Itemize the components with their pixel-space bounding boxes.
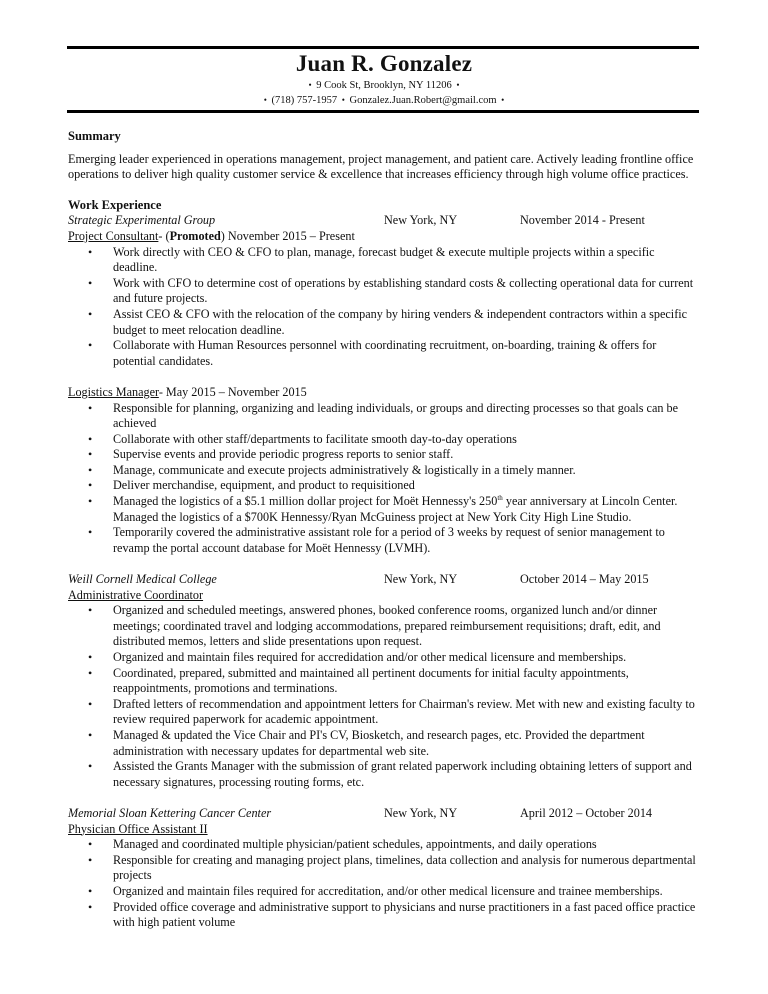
address: 9 Cook St, Brooklyn, NY 11206 — [316, 80, 452, 91]
role-line — [68, 588, 700, 604]
bullet-list — [68, 401, 700, 557]
bullet-text: Assisted the Grants Manager with the submission of grant related paperwork including obtaining letters of support and necessary signatures, processing routing forms, etc. — [113, 759, 692, 789]
bullet-text: Temporarily covered the administrative assistant role for a period of 3 weeks by request of senior management to revamp the portal account database for Moët Hennessy (LVMH). — [113, 525, 665, 555]
bullet-text: Organized and maintain files required for accredidation and/or other medical licensure and memberships. — [113, 650, 627, 664]
job-location: New York, NY — [384, 805, 458, 820]
bullet-text: Supervise events and provide periodic progress reports to senior staff. — [113, 447, 454, 462]
employer: Weill Cornell Medical College — [68, 572, 217, 587]
header-bottom-rule — [67, 110, 699, 113]
bullet-text: Work directly with CEO & CFO to plan, manage, forecast budget & execute multiple projects within a specific deadline. — [113, 244, 655, 275]
bullet-text: Organized and scheduled meetings, answered phones, booked conference rooms, organized lunch and/or dinner meetings; coordinated travel and lodging accommodations, prepared reimbursement requisitions; draft, edit, and distributed memos, letters and slide presentations upon request. — [113, 603, 661, 649]
header-top-rule — [67, 46, 699, 49]
role-title: Logistics Manager — [68, 384, 159, 399]
bullet-separator: • — [263, 95, 267, 105]
bullet-text: Collaborate with other staff/departments to facilitate smooth day-to-day operations — [113, 431, 517, 446]
bullet-mark: • — [88, 494, 93, 509]
role-title: Physician Office Assistant II — [68, 821, 208, 836]
bullet-mark: • — [88, 338, 93, 353]
bullet-separator: • — [456, 80, 460, 90]
work-experience-heading: Work Experience — [68, 197, 162, 212]
ordinal-suffix: th — [497, 494, 503, 502]
bullet-text: Coordinated, prepared, submitted and maintained all pertinent documents for initial faculty appointments, reappointments, promotions and terminations. — [113, 665, 629, 696]
list-item — [68, 478, 700, 494]
bullet-text: Deliver merchandise, equipment, and product to requisitioned — [113, 478, 415, 493]
bullet-mark: • — [88, 899, 93, 914]
bullet-text: Drafted letters of recommendation and appointment letters for Chairman's review. Met with new and existing faculty to review required paperwork for academic appointment. — [113, 696, 695, 727]
bullet-text: Organized and maintain files required for accreditation, and/or other medical licensure and trainee memberships. — [113, 883, 663, 898]
list-item — [68, 494, 700, 525]
role-line — [68, 385, 700, 401]
summary-heading: Summary — [68, 129, 121, 143]
contact-phone-email-line — [0, 95, 768, 106]
bullet-text: Responsible for planning, organizing and leading individuals, or groups and directing processes so that goals can be achieved — [113, 400, 679, 431]
bullet-mark: • — [88, 603, 93, 618]
employer: Strategic Experimental Group — [68, 213, 216, 228]
list-item — [68, 884, 700, 900]
bullet-text: Assist CEO & CFO with the relocation of the company by hiring venders & independent contractors within a specific budget to meet relocation deadline. — [113, 306, 688, 337]
bullet-list — [68, 603, 700, 790]
bullet-mark: • — [88, 431, 93, 446]
bullet-list — [68, 837, 700, 931]
bullet-separator: • — [308, 80, 312, 90]
bullet-mark: • — [88, 462, 93, 477]
list-item — [68, 338, 700, 369]
role-title: Administrative Coordinator — [68, 587, 204, 602]
bullet-mark: • — [88, 883, 93, 898]
role-dates: - May 2015 – November 2015 — [158, 384, 307, 399]
role-line — [68, 229, 700, 245]
list-item — [68, 837, 700, 853]
list-item — [68, 276, 700, 307]
list-item — [68, 728, 700, 759]
bullet-text: Managed the logistics of a $700K Hennessy/Ryan McGuiness project at New York City High Line Studio. — [113, 509, 632, 524]
bullet-mark: • — [88, 696, 93, 711]
list-item — [68, 900, 700, 931]
list-item — [68, 463, 700, 479]
bullet-mark: • — [88, 665, 93, 680]
bullet-text: Manage, communicate and execute projects administratively & logistically in a timely manner. — [113, 462, 576, 477]
bullet-list — [68, 245, 700, 370]
bullet-mark: • — [88, 306, 93, 321]
phone: (718) 757-1957 — [271, 95, 338, 106]
bullet-mark: • — [88, 478, 93, 493]
bullet-mark: • — [88, 525, 93, 540]
list-item — [68, 759, 700, 790]
bullet-text: Provided office coverage and administrative support to physicians and nurse practitioners in a fast paced office practice with high patient volume — [113, 899, 696, 930]
list-item — [68, 307, 700, 338]
job-dates: October 2014 – May 2015 — [520, 572, 649, 587]
bullet-text: Managed and coordinated multiple physician/patient schedules, appointments, and daily operations — [113, 837, 597, 852]
bullet-mark: • — [88, 244, 93, 259]
summary-text: Emerging leader experienced in operations management, project management, and patient care. Actively leading frontline office operations to deliver high quality customer service & excellence that increases efficiency through high volume office practices. — [68, 151, 694, 182]
bullet-mark: • — [88, 650, 93, 664]
job-location: New York, NY — [384, 572, 458, 587]
list-item — [68, 245, 700, 276]
bullet-text: Managed the logistics of a $5.1 million dollar project for Moët Hennessy's 250 — [113, 494, 498, 509]
bullet-mark: • — [88, 837, 93, 852]
bullet-text: Work with CFO to determine cost of operations by establishing standard costs & collecting operational data for current and future projects. — [113, 275, 694, 306]
employer: Memorial Sloan Kettering Cancer Center — [68, 805, 272, 820]
bullet-mark: • — [88, 759, 93, 774]
role-dates: ) November 2015 – Present — [220, 228, 355, 243]
list-item — [68, 853, 700, 884]
bullet-mark: • — [88, 400, 93, 415]
job-header — [68, 213, 700, 229]
job-header — [68, 806, 700, 822]
list-item — [68, 666, 700, 697]
list-item — [68, 447, 700, 463]
job-dates: April 2012 – October 2014 — [520, 805, 653, 820]
role-promoted: Promoted — [169, 228, 221, 243]
list-item — [68, 432, 700, 448]
resume-body — [68, 129, 700, 931]
bullet-mark: • — [88, 275, 93, 290]
bullet-separator: • — [501, 95, 505, 105]
bullet-mark: • — [88, 727, 93, 742]
bullet-separator: • — [341, 95, 345, 105]
role-line — [68, 822, 700, 838]
job-location: New York, NY — [384, 213, 458, 228]
role-pre: - ( — [158, 228, 170, 243]
bullet-text: Managed & updated the Vice Chair and PI's CV, Biosketch, and research pages, etc. Provided the department administration with necessary updates for departmental web site. — [113, 727, 645, 758]
list-item — [68, 525, 700, 556]
bullet-mark: • — [88, 852, 93, 867]
bullet-text: year anniversary at Lincoln Center. — [502, 494, 678, 509]
bullet-text: Responsible for creating and managing project plans, timelines, data collection and analysis for numerous departmental projects — [113, 852, 696, 883]
candidate-name: Juan R. Gonzalez — [295, 51, 473, 76]
list-item — [68, 401, 700, 432]
list-item — [68, 697, 700, 728]
list-item — [68, 603, 700, 650]
job-header — [68, 572, 700, 588]
list-item — [68, 650, 700, 666]
job-dates: November 2014 - Present — [520, 213, 645, 228]
email-link[interactable]: Gonzalez.Juan.Robert@gmail.com — [349, 95, 497, 106]
bullet-text: Collaborate with Human Resources personnel with coordinating recruitment, on-boarding, training & offers for potential candidates. — [113, 338, 657, 368]
role-title: Project Consultant — [68, 228, 159, 243]
contact-address-line — [0, 80, 768, 91]
bullet-mark: • — [88, 447, 93, 462]
